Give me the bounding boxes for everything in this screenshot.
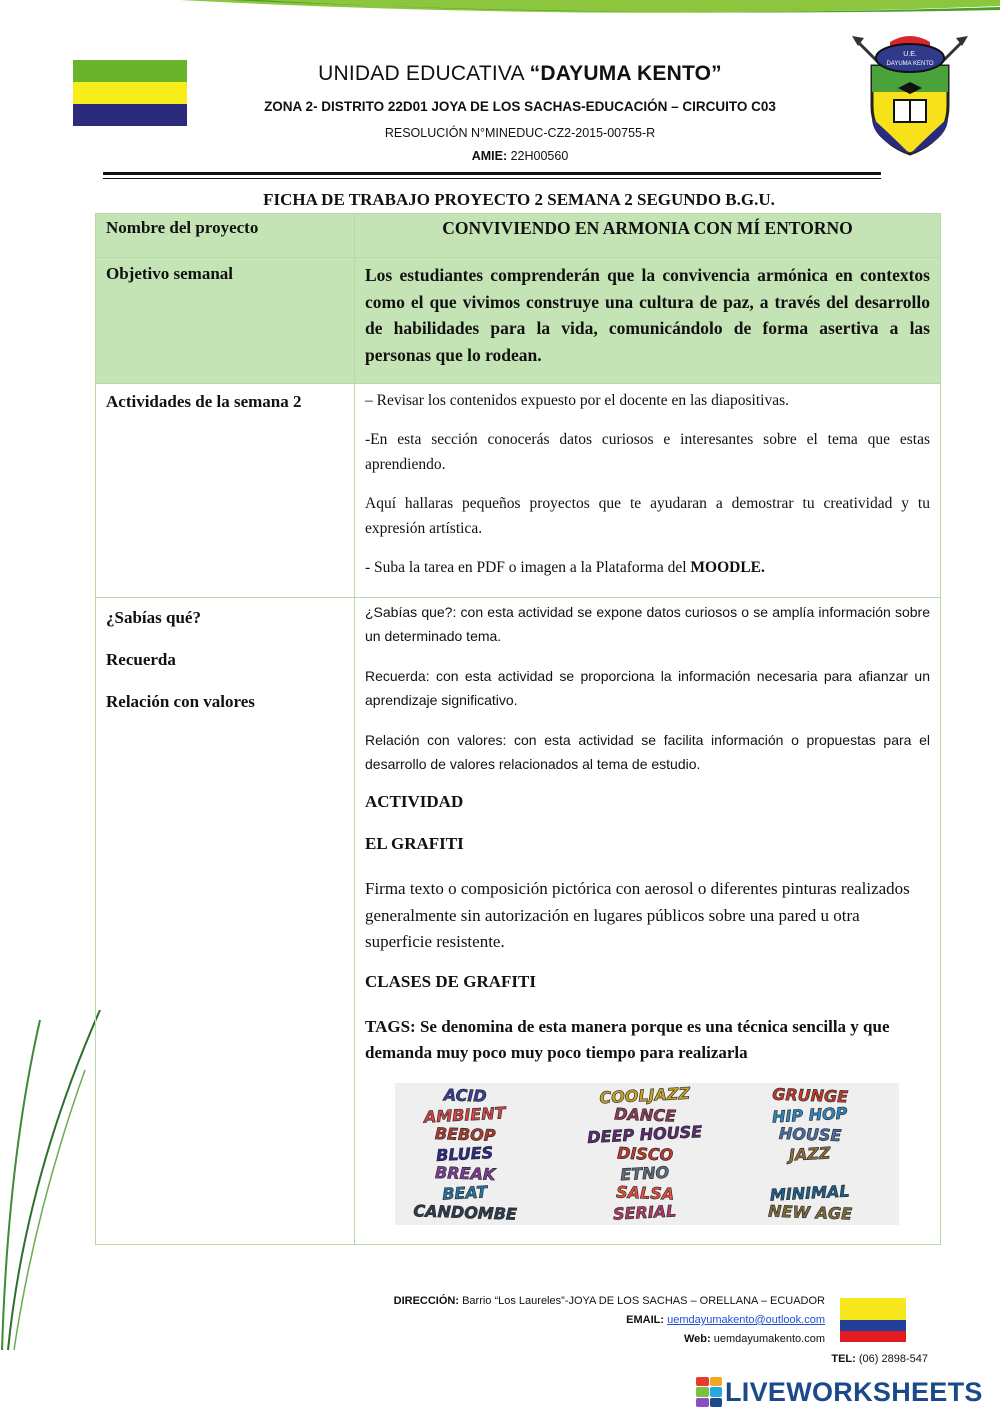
actividad-heading: ACTIVIDAD [365, 792, 464, 811]
activity-item: Aquí hallaras pequeños proyectos que te ayudaran a demostrar tu creatividad y tu expresión artística. [365, 495, 930, 537]
orellana-flag [73, 60, 187, 126]
moodle-label: MOODLE. [690, 559, 765, 576]
objective-value: Los estudiantes comprenderán que la convivencia armónica en contextos como el que vivimos construye una cultura de paz, a través del desarrollo de habilidades para la vida, comunicándolo de forma asertiva a las personas que lo rodean. [365, 265, 930, 365]
activities-label: Actividades de la semana 2 [96, 384, 355, 598]
flag-stripe-red [840, 1331, 906, 1342]
graffiti-tag-word: BLUES [435, 1142, 494, 1165]
resolucion-line: RESOLUCIÓN N°MINEDUC-CZ2-2015-00755-R [384, 126, 656, 140]
graffiti-tag-word: BEAT [441, 1181, 488, 1204]
email-label: EMAIL: [626, 1314, 665, 1326]
header-rule-thin [103, 178, 881, 179]
graffiti-tag-word: CANDOMBE [413, 1200, 518, 1224]
graffiti-tag-word: SERIAL [612, 1200, 677, 1224]
sabias-text: ¿Sabías que?: con esta actividad se expone datos curiosos o se amplía información sobre un determinado tema. [365, 604, 930, 644]
label-sabias: ¿Sabías qué? [106, 608, 201, 627]
graffiti-tag-word: AMBIENT [423, 1102, 506, 1127]
footer-address [394, 1295, 825, 1307]
phone-value: (06) 2898-547 [855, 1353, 928, 1365]
footer-web [684, 1333, 825, 1345]
project-name-value: CONVIVIENDO EN ARMONIA CON MÍ ENTORNO [442, 218, 853, 238]
liveworksheets-logo-icon [696, 1377, 722, 1407]
graffiti-tag-word: ACID [443, 1084, 487, 1106]
grafiti-definition: Firma texto o composición pictórica con aerosol o diferentes pinturas realizados generalmente sin autorización en lugares públicos sobre una pared u otra superficie resistente. [365, 879, 910, 951]
flag-stripe-yellow [840, 1298, 906, 1320]
tags-description: TAGS: Se denomina de esta manera porque es una técnica sencilla y que demanda muy poco muy poco tiempo para realizarla [365, 1016, 890, 1062]
flag-stripe-blue [73, 104, 187, 126]
worksheet-table [95, 213, 941, 1245]
ecuador-flag [840, 1298, 906, 1342]
phone-label: TEL: [831, 1353, 856, 1365]
activity-item: – Revisar los contenidos expuesto por el docente en las diapositivas. [365, 392, 790, 409]
side-decorative-lines [0, 1010, 110, 1350]
logo-text-name: DAYUMA KENTO [886, 61, 934, 67]
flag-stripe-yellow [73, 82, 187, 104]
flag-stripe-green [73, 60, 187, 82]
amie-label: AMIE: [471, 149, 508, 163]
row-activities [96, 384, 941, 598]
upload-text: - Suba la tarea en PDF o imagen a la Plataforma del [365, 559, 691, 576]
objective-cell [355, 258, 941, 384]
graffiti-tag-word: BEBOP [434, 1123, 496, 1145]
address-value: Barrio “Los Laureles”-JOYA DE LOS SACHAS – ORELLANA – ECUADOR [459, 1295, 825, 1307]
activities-cell [355, 384, 941, 598]
row-objective [96, 258, 941, 384]
school-name: “DAYUMA KENTO” [529, 62, 722, 85]
activity-item-upload [365, 555, 930, 580]
graffiti-tag-word: MINIMAL [769, 1180, 851, 1205]
top-decorative-curve [0, 0, 1000, 30]
project-name-cell [355, 214, 941, 258]
row-sections [96, 598, 941, 1245]
objective-label: Objetivo semanal [96, 258, 355, 384]
graffiti-tags-image [395, 1083, 899, 1225]
zona-line: ZONA 2- DISTRITO 22D01 JOYA DE LOS SACHAS-EDUCACIÓN – CIRCUITO C03 [264, 99, 776, 114]
liveworksheets-watermark [696, 1375, 996, 1409]
school-prefix: UNIDAD EDUCATIVA [318, 62, 530, 85]
graffiti-tag-word: DISCO [616, 1143, 674, 1164]
graffiti-tag-word: DEEP HOUSE [586, 1121, 703, 1147]
email-link[interactable]: uemdayumakento@outlook.com [667, 1314, 825, 1326]
amie-value: 22H00560 [507, 149, 569, 163]
liveworksheets-brand: LIVEWORKSHEETS [725, 1376, 983, 1407]
web-value: uemdayumakento.com [710, 1333, 825, 1345]
graffiti-tag-word: HIP HOP [771, 1103, 848, 1126]
project-name-label: Nombre del proyecto [96, 214, 355, 258]
flag-stripe-blue [840, 1320, 906, 1331]
footer-phone [831, 1353, 928, 1365]
graffiti-tag-word: BREAK [434, 1162, 496, 1184]
graffiti-tag-word: GRUNGE [771, 1084, 849, 1106]
header-rule-thick [103, 172, 881, 175]
graffiti-tag-word: COOLJAZZ [598, 1083, 691, 1107]
label-relacion: Relación con valores [106, 692, 255, 711]
amie-line [190, 149, 850, 163]
clases-heading: CLASES DE GRAFITI [365, 971, 536, 991]
graffiti-tag-word: DANCE [614, 1103, 677, 1126]
label-recuerda: Recuerda [106, 650, 176, 669]
graffiti-tag-word: ETNO [619, 1162, 670, 1184]
sections-labels [96, 598, 355, 1245]
school-title [190, 62, 850, 86]
row-project-name [96, 214, 941, 258]
address-label: DIRECCIÓN: [393, 1295, 460, 1307]
graffiti-tag-word: JAZZ [788, 1142, 831, 1165]
school-crest-logo [850, 30, 970, 160]
sheet-title: FICHA DE TRABAJO PROYECTO 2 SEMANA 2 SEGUNDO B.G.U. [263, 190, 775, 209]
graffiti-tag-word: NEW AGE [767, 1201, 853, 1223]
web-label: Web: [683, 1333, 711, 1345]
graffiti-tag-word: HOUSE [778, 1123, 842, 1145]
sections-content [355, 598, 941, 1245]
graffiti-tag-word: SALSA [615, 1181, 675, 1204]
footer-email [626, 1314, 825, 1326]
recuerda-text: Recuerda: con esta actividad se proporciona la información necesaria para afianzar un aprendizaje significativo. [365, 668, 930, 708]
relacion-text: Relación con valores: con esta actividad se facilita información o propuestas para el desarrollo de valores relacionados al tema de estudio. [365, 732, 930, 772]
grafiti-heading: EL GRAFITI [365, 834, 464, 853]
logo-text-top: U.E. [903, 51, 917, 58]
activity-item: -En esta sección conocerás datos curiosos e interesantes sobre el tema que estas aprendiendo. [365, 431, 930, 473]
